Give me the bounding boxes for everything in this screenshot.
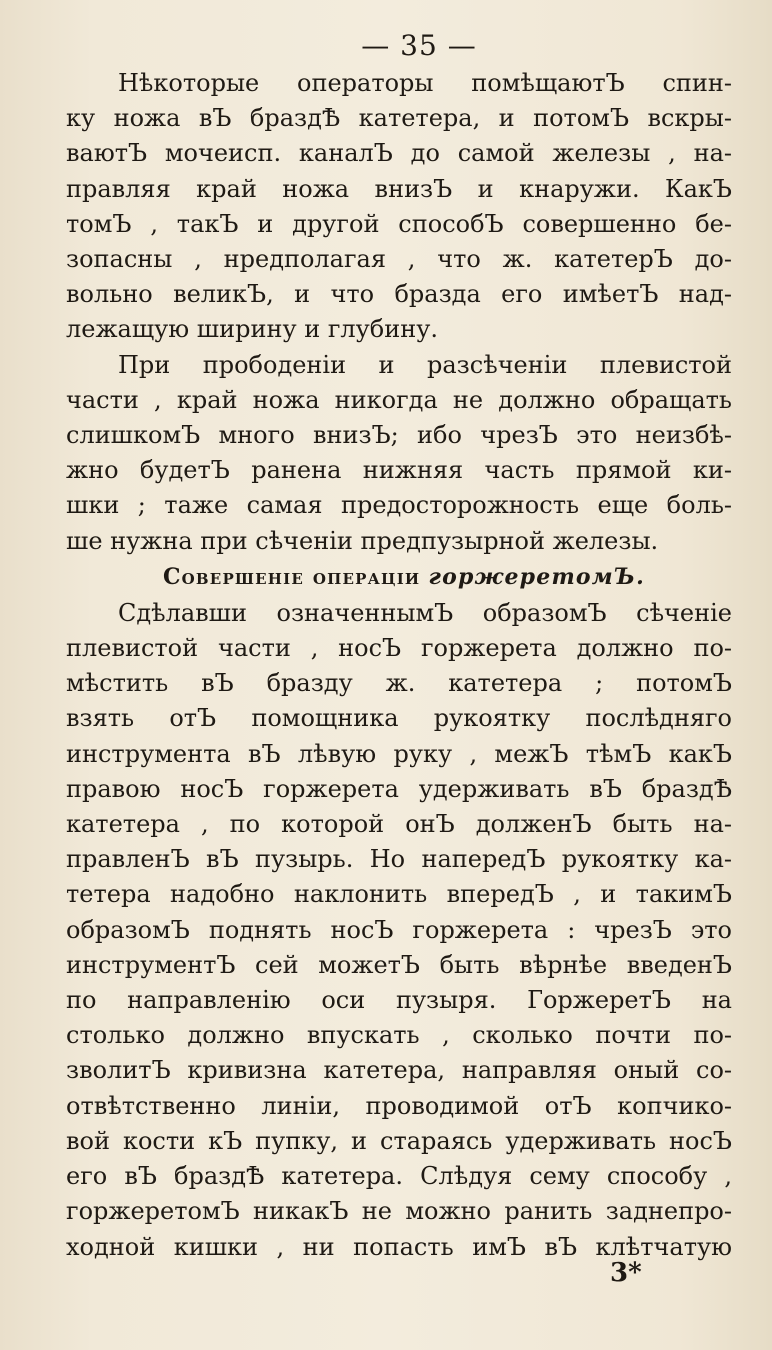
text-line: правою носЪ горжерета удерживать вЪ браздѢ xyxy=(66,774,732,803)
text-line: инструмента вЪ лѣвую руку , межЪ тѣмЪ какЪ xyxy=(66,739,732,768)
text-line: ше нужна при сѣченіи предпузырной железы. xyxy=(66,526,659,555)
text-line: ваютЪ мочеисп. каналЪ до самой железы , на- xyxy=(66,139,732,168)
section-heading-plain: Совершеніе операціи xyxy=(162,563,421,590)
text-line: горжеретомЪ никакЪ не можно ранить заднепро- xyxy=(66,1197,732,1226)
text-line: ку ножа вЪ браздѢ катетера, и потомЪ вскры- xyxy=(66,104,732,133)
paragraph-3 xyxy=(66,596,732,1265)
text-line: вой кости кЪ пупку, и стараясь удерживать носЪ xyxy=(66,1126,732,1155)
text-line: инструментЪ сей можетЪ быть вѣрнѣе введенЪ xyxy=(66,950,732,979)
text-line: зопасны , нредполагая , что ж. катетерЪ до- xyxy=(66,245,732,274)
text-line: по направленію оси пузыря. ГоржеретЪ на xyxy=(66,986,732,1015)
text-line: томЪ , такЪ и другой способЪ совершенно бе- xyxy=(66,209,732,238)
text-line: зволитЪ кривизна катетера, направляя оный со- xyxy=(66,1056,732,1085)
text-line: плевистой части , носЪ горжерета должно по- xyxy=(66,634,732,663)
text-line: ходной кишки , ни попасть имЪ вЪ клѣтчатую xyxy=(66,1232,732,1261)
text-line: вольно великЪ, и что бразда его имѣетЪ над- xyxy=(66,280,732,309)
section-heading xyxy=(66,559,732,596)
text-line: Сдѣлавши означеннымЪ образомЪ сѣченіе xyxy=(118,598,732,627)
text-line: правляя край ножа внизЪ и кнаружи. КакЪ xyxy=(66,174,732,203)
text-line: образомЪ поднять носЪ горжерета : чрезЪ это xyxy=(66,915,732,944)
text-line: При прободеніи и разсѣченіи плевистой xyxy=(118,350,732,379)
section-heading-italic: горжеретомЪ. xyxy=(428,563,646,590)
text-line: взять отЪ помощника рукоятку послѣдняго xyxy=(66,704,732,733)
text-line: столько должно впускать , сколько почти по- xyxy=(66,1021,732,1050)
page-number: — 35 — xyxy=(361,29,477,62)
text-line: его вЪ браздѢ катетера. Слѣдуя сему способу , xyxy=(66,1162,732,1191)
paragraph-1 xyxy=(66,66,732,348)
text-line: части , край ножа никогда не должно обращать xyxy=(66,385,732,414)
text-line: мѣстить вЪ бразду ж. катетера ; потомЪ xyxy=(66,669,732,698)
printer-signature: 3* xyxy=(610,1258,642,1288)
text-line: катетера , по которой онЪ долженЪ быть на- xyxy=(66,810,732,839)
text-line: правленЪ вЪ пузырь. Но напередЪ рукоятку ка- xyxy=(66,845,732,874)
text-line: жно будетЪ ранена нижняя часть прямой ки- xyxy=(66,456,732,485)
paragraph-2 xyxy=(66,348,732,559)
text-line: шки ; таже самая предосторожность еще боль- xyxy=(66,491,732,520)
text-line: Нѣкоторые операторы помѣщаютЪ спин- xyxy=(118,69,732,97)
text-line: слишкомЪ много внизЪ; ибо чрезЪ это неизбѣ- xyxy=(66,421,732,450)
text-line: отвѣтственно линіи, проводимой отЪ копчико- xyxy=(66,1091,732,1120)
text-line: лежащую ширину и глубину. xyxy=(66,315,438,344)
text-line: тетера надобно наклонить впередЪ , и такимЪ xyxy=(66,880,732,909)
